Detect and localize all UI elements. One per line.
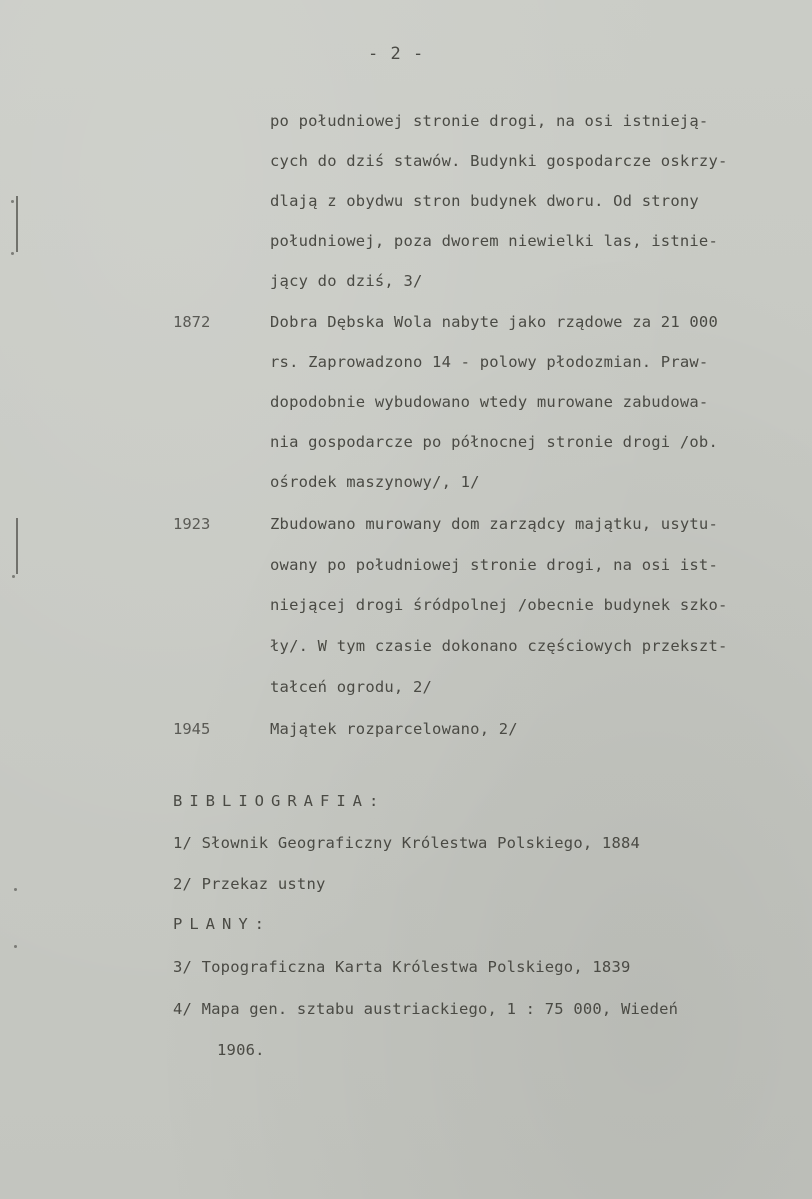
text-line: dlają z obydwu stron budynek dworu. Od strony xyxy=(270,192,699,210)
binding-mark-middle xyxy=(16,518,18,574)
plans-item: 3/ Topograficzna Karta Królestwa Polskiego, 1839 xyxy=(173,958,631,976)
text-line: nia gospodarcze po północnej stronie drogi /ob. xyxy=(270,433,718,451)
text-line: niejącej drogi śródpolnej /obecnie budynek szko- xyxy=(270,596,728,614)
paper-speck xyxy=(11,200,14,203)
bibliography-heading: BIBLIOGRAFIA: xyxy=(173,792,386,810)
text-line: cych do dziś stawów. Budynki gospodarcze oskrzy- xyxy=(270,152,728,170)
text-line: jący do dziś, 3/ xyxy=(270,272,423,290)
text-line: dopodobnie wybudowano wtedy murowane zabudowa- xyxy=(270,393,709,411)
paper-speck xyxy=(12,575,15,578)
paper-speck xyxy=(14,888,17,891)
text-line: owany po południowej stronie drogi, na osi ist- xyxy=(270,556,718,574)
plans-item: 4/ Mapa gen. sztabu austriackiego, 1 : 75 000, Wiedeń xyxy=(173,1000,679,1018)
text-line: ośrodek maszynowy/, 1/ xyxy=(270,473,480,491)
entry-year: 1923 xyxy=(173,515,211,533)
text-line: Zbudowano murowany dom zarządcy majątku, usytu- xyxy=(270,515,718,533)
plans-item-continuation: 1906. xyxy=(217,1041,265,1059)
paper-speck xyxy=(11,252,14,255)
text-line: ły/. W tym czasie dokonano częściowych przekszt- xyxy=(270,637,728,655)
bibliography-item: 2/ Przekaz ustny xyxy=(173,875,326,893)
text-line: Dobra Dębska Wola nabyte jako rządowe za 21 000 xyxy=(270,313,718,331)
bibliography-item: 1/ Słownik Geograficzny Królestwa Polskiego, 1884 xyxy=(173,834,641,852)
binding-mark-top xyxy=(16,196,18,252)
paper-speck xyxy=(14,945,17,948)
text-line: południowej, poza dworem niewielki las, istnie- xyxy=(270,232,718,250)
entry-year: 1872 xyxy=(173,313,211,331)
plans-heading: PLANY: xyxy=(173,915,271,933)
entry-year: 1945 xyxy=(173,720,211,738)
text-line: Majątek rozparcelowano, 2/ xyxy=(270,720,518,738)
text-line: tałceń ogrodu, 2/ xyxy=(270,678,433,696)
text-line: rs. Zaprowadzono 14 - polowy płodozmian. Praw- xyxy=(270,353,709,371)
page-number: - 2 - xyxy=(368,44,425,64)
text-line: po południowej stronie drogi, na osi istnieją- xyxy=(270,112,709,130)
